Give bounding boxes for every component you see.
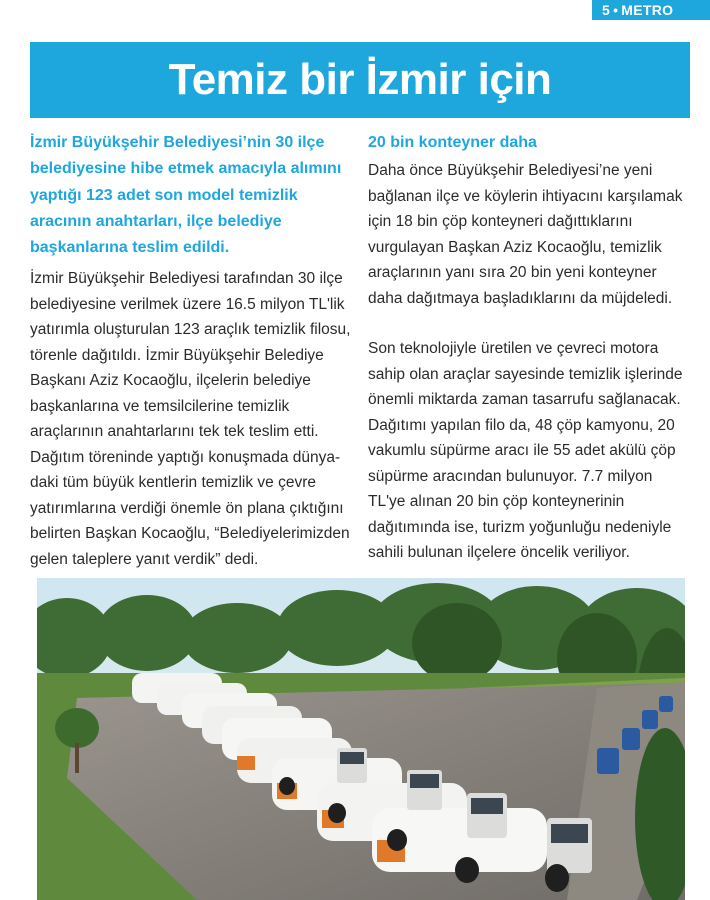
lead-paragraph: İzmir Büyükşehir Belediyesi’nin 30 ilçe belediyesine hibe etmek amacıyla alımını yaptığı 123 adet son model temizlik aracının anahtarları, ilçe belediye başkanlarına teslim edildi. — [30, 134, 342, 257]
page-tag-separator: • — [613, 2, 619, 18]
section-name: METRO — [621, 2, 674, 18]
fleet-photo-illustration — [37, 578, 685, 900]
subheading: 20 bin konteyner daha — [368, 134, 537, 151]
body-right-paragraph-2: Son teknolojiyle üretilen ve çevreci motora sahip olan araçlar sayesinde temizlik işlerinde önemli miktarda zaman tasarrufu sağlanacak. Dağıtımı yapılan filo da, 48 çöp kamyonu, 20 vakumlu süpürme aracı ile 55 adet akülü çöp süpürme aracından bulunuyor. 7.7 milyon TL'ye alınan 20 bin çöp konteynerinin dağıtımında ise, turizm yoğunluğu nedeniyle sahili bulunan ilçelere öncelik veriliyor. — [368, 340, 683, 561]
body-right-paragraph-1: Daha önce Büyükşehir Belediyesi’ne yeni bağlanan ilçe ve köylerin ihtiyacını karşılamak için 18 bin çöp konteyneri dağıttıklarını vurgulayan Başkan Aziz Kocaoğlu, temizlik araçlarının yanı sıra 20 bin yeni konteyner daha dağıtmaya başladıklarını da müjdeledi. — [368, 162, 683, 307]
page-number-tag — [592, 0, 710, 20]
fleet-photo — [37, 578, 685, 900]
headline: Temiz bir İzmir için — [30, 42, 690, 118]
left-column — [30, 130, 355, 572]
body-left-paragraph: İzmir Büyükşehir Belediyesi tarafından 30 ilçe belediyesine verilmek üzere 16.5 milyon TL'lik yatırımla oluşturulan 123 araçlık temizlik filosu, törenle dağıtıldı. İzmir Büyükşehir Belediye Başkanı Aziz Kocaoğlu, ilçelerin belediye başkanlarına ve temsilcilerine temizlik araçlarının anahtarlarını tek tek teslim etti. Dağıtım töreninde yaptığı konuşmada dünyadaki tüm büyük kentlerin temizlik ve çevre yatırımlarına verdiği önemle ön plana çıktığını belirten Başkan Kocaoğlu, “Belediyelerimizden gelen taleplere yanıt verdik” dedi. — [30, 270, 351, 568]
right-column — [368, 130, 686, 566]
page-number: 5 — [602, 2, 611, 18]
